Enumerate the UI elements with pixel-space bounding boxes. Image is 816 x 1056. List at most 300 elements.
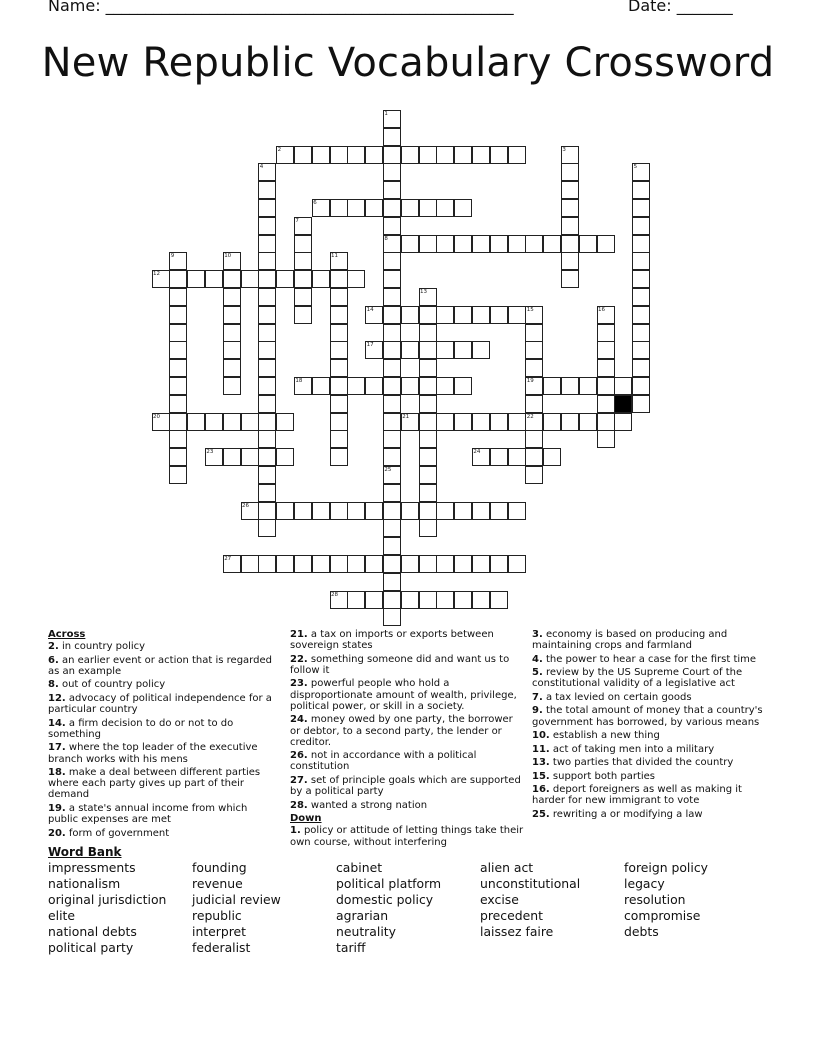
grid-cell[interactable] <box>436 377 454 395</box>
grid-cell[interactable] <box>525 395 543 413</box>
grid-cell[interactable] <box>597 377 615 395</box>
word-bank-word: precedent <box>480 908 543 924</box>
grid-cell[interactable] <box>383 502 401 520</box>
grid-cell[interactable] <box>632 235 650 253</box>
grid-cell[interactable] <box>525 324 543 342</box>
grid-cell[interactable] <box>419 502 437 520</box>
word-bank-word: impressments <box>48 860 136 875</box>
grid-cell[interactable] <box>436 306 454 324</box>
grid-cell[interactable] <box>472 341 490 359</box>
grid-cell[interactable] <box>525 341 543 359</box>
clue-text: support both parties <box>549 770 656 782</box>
grid-cell[interactable] <box>401 502 419 520</box>
grid-cell[interactable] <box>169 306 187 324</box>
grid-cell[interactable] <box>472 591 490 609</box>
grid-cell[interactable] <box>223 359 241 377</box>
grid-cell[interactable] <box>258 359 276 377</box>
grid-cell[interactable] <box>436 235 454 253</box>
grid-cell[interactable] <box>223 341 241 359</box>
grid-cell[interactable] <box>579 377 597 395</box>
grid-cell[interactable] <box>169 324 187 342</box>
grid-cell[interactable] <box>347 199 365 217</box>
grid-cell[interactable] <box>561 235 579 253</box>
grid-cell[interactable] <box>223 306 241 324</box>
grid-cell[interactable] <box>508 146 526 164</box>
grid-cell[interactable] <box>632 252 650 270</box>
grid-cell[interactable] <box>401 306 419 324</box>
grid-clue-number: 21 <box>402 413 410 420</box>
grid-cell[interactable] <box>383 199 401 217</box>
grid-cell[interactable] <box>419 306 437 324</box>
grid-cell[interactable] <box>258 181 276 199</box>
clue-number: 2. <box>48 641 59 653</box>
grid-cell[interactable] <box>330 448 348 466</box>
down-clue <box>532 730 768 741</box>
grid-clue-number: 3 <box>562 146 566 153</box>
grid-cell[interactable] <box>597 413 615 431</box>
grid-cell[interactable] <box>330 359 348 377</box>
grid-cell[interactable] <box>632 306 650 324</box>
grid-cell[interactable] <box>383 359 401 377</box>
grid-cell[interactable] <box>490 146 508 164</box>
grid-cell[interactable] <box>525 235 543 253</box>
grid-cell[interactable] <box>419 519 437 537</box>
grid-cell[interactable] <box>632 199 650 217</box>
grid-cell[interactable] <box>330 306 348 324</box>
grid-cell[interactable] <box>258 466 276 484</box>
grid-cell[interactable] <box>454 377 472 395</box>
grid-cell[interactable] <box>258 395 276 413</box>
grid-cell[interactable] <box>614 377 632 395</box>
grid-cell[interactable] <box>241 413 259 431</box>
grid-cell[interactable] <box>383 555 401 573</box>
across-clue <box>48 655 280 677</box>
grid-cell[interactable] <box>312 146 330 164</box>
grid-clue-number: 23 <box>206 449 214 456</box>
grid-cell[interactable] <box>419 413 437 431</box>
grid-cell[interactable] <box>169 413 187 431</box>
grid-cell[interactable] <box>419 591 437 609</box>
grid-cell[interactable] <box>419 146 437 164</box>
grid-cell[interactable] <box>312 502 330 520</box>
clue-text: wanted a strong nation <box>307 799 428 811</box>
grid-clue-number: 27 <box>224 556 232 562</box>
grid-cell[interactable] <box>241 555 259 573</box>
grid-cell[interactable] <box>561 270 579 288</box>
grid-cell[interactable] <box>561 217 579 235</box>
grid-cell[interactable] <box>347 377 365 395</box>
grid-cell[interactable] <box>330 395 348 413</box>
grid-cell[interactable] <box>454 341 472 359</box>
grid-cell[interactable] <box>294 235 312 253</box>
clue-text: where the top leader of the executive branch works with his mens <box>48 742 258 765</box>
grid-cell[interactable] <box>169 270 187 288</box>
grid-cell[interactable] <box>419 341 437 359</box>
word-bank-word: resolution <box>624 892 686 908</box>
grid-cell[interactable] <box>205 270 223 288</box>
grid-cell[interactable] <box>169 377 187 395</box>
grid-cell[interactable] <box>490 306 508 324</box>
date-field-label[interactable]: Date: _______ <box>628 0 733 15</box>
word-bank-word: interpret <box>192 924 247 940</box>
grid-cell[interactable] <box>561 377 579 395</box>
grid-cell[interactable] <box>169 466 187 484</box>
across-clue <box>48 641 280 652</box>
word-bank-title: Word Bank <box>48 845 122 859</box>
grid-cell[interactable] <box>383 430 401 448</box>
grid-cell[interactable] <box>258 519 276 537</box>
down-clue <box>532 654 768 665</box>
grid-cell[interactable] <box>419 395 437 413</box>
grid-cell[interactable] <box>258 430 276 448</box>
grid-cell[interactable] <box>383 306 401 324</box>
grid-cell[interactable] <box>258 502 276 520</box>
grid-cell[interactable] <box>454 591 472 609</box>
grid-cell[interactable] <box>330 341 348 359</box>
grid-cell[interactable] <box>632 288 650 306</box>
word-bank-word: political party <box>48 940 134 956</box>
grid-cell[interactable] <box>632 341 650 359</box>
grid-cell[interactable] <box>258 306 276 324</box>
grid-cell[interactable] <box>543 235 561 253</box>
grid-cell[interactable] <box>169 341 187 359</box>
grid-cell[interactable] <box>223 288 241 306</box>
grid-clue-number: 16 <box>598 306 605 313</box>
grid-cell[interactable] <box>347 555 365 573</box>
grid-cell[interactable] <box>419 555 437 573</box>
word-bank-word: domestic policy <box>336 892 434 908</box>
grid-cell[interactable] <box>258 341 276 359</box>
grid-cell[interactable] <box>383 413 401 431</box>
grid-cell[interactable] <box>383 591 401 609</box>
grid-cell[interactable] <box>383 395 401 413</box>
grid-cell[interactable] <box>258 555 276 573</box>
grid-cell[interactable] <box>258 413 276 431</box>
grid-cell[interactable] <box>508 235 526 253</box>
clue-number: 11. <box>532 743 550 755</box>
grid-cell[interactable] <box>383 341 401 359</box>
grid-cell[interactable] <box>383 519 401 537</box>
grid-clue-number: 19 <box>526 378 534 384</box>
grid-cell[interactable] <box>383 252 401 270</box>
grid-cell[interactable] <box>401 591 419 609</box>
grid-cell[interactable] <box>436 555 454 573</box>
grid-cell[interactable] <box>436 413 454 431</box>
clue-text: advocacy of political independence for a particular country <box>48 692 272 716</box>
grid-cell[interactable] <box>276 270 294 288</box>
grid-cell[interactable] <box>490 235 508 253</box>
grid-cell[interactable] <box>632 181 650 199</box>
clue-text: not in accordance with a political constitution <box>290 750 477 773</box>
grid-cell[interactable] <box>401 341 419 359</box>
grid-cell[interactable] <box>490 591 508 609</box>
grid-cell[interactable] <box>525 448 543 466</box>
grid-cell[interactable] <box>294 502 312 520</box>
grid-cell[interactable] <box>187 413 205 431</box>
grid-cell[interactable] <box>632 217 650 235</box>
grid-cell[interactable] <box>472 306 490 324</box>
grid-cell[interactable] <box>508 502 526 520</box>
grid-cell[interactable] <box>169 395 187 413</box>
word-bank-column <box>480 860 580 940</box>
grid-cell[interactable] <box>258 324 276 342</box>
grid-cell[interactable] <box>632 270 650 288</box>
grid-cell[interactable] <box>472 555 490 573</box>
grid-cell[interactable] <box>294 146 312 164</box>
down-clue <box>532 629 768 651</box>
word-bank-word: cabinet <box>336 860 383 875</box>
word-bank-column <box>336 860 441 957</box>
clues-column-3 <box>532 629 768 822</box>
grid-cell[interactable] <box>241 448 259 466</box>
grid-cell[interactable] <box>169 288 187 306</box>
grid-cell[interactable] <box>383 163 401 181</box>
grid-cell[interactable] <box>330 413 348 431</box>
grid-cell[interactable] <box>169 448 187 466</box>
clue-text: deport foreigners as well as making it harder for new immigrant to vote <box>532 784 742 807</box>
grid-cell[interactable] <box>347 146 365 164</box>
grid-cell[interactable] <box>383 377 401 395</box>
grid-cell[interactable] <box>365 146 383 164</box>
grid-cell[interactable] <box>258 377 276 395</box>
grid-cell[interactable] <box>419 430 437 448</box>
across-clue <box>290 654 524 676</box>
grid-cell[interactable] <box>561 199 579 217</box>
grid-cell[interactable] <box>294 252 312 270</box>
grid-cell[interactable] <box>436 341 454 359</box>
grid-cell[interactable] <box>330 555 348 573</box>
grid-cell[interactable] <box>490 502 508 520</box>
grid-cell[interactable] <box>258 235 276 253</box>
grid-cell[interactable] <box>294 270 312 288</box>
grid-cell[interactable] <box>365 555 383 573</box>
grid-cell[interactable] <box>258 270 276 288</box>
grid-cell[interactable] <box>365 502 383 520</box>
across-clue <box>48 742 280 764</box>
grid-cell[interactable] <box>597 324 615 342</box>
grid-cell[interactable] <box>490 555 508 573</box>
clue-number: 21. <box>290 629 308 640</box>
grid-cell[interactable] <box>383 146 401 164</box>
grid-cell[interactable] <box>223 324 241 342</box>
grid-clue-number: 15 <box>526 306 534 313</box>
grid-cell[interactable] <box>223 448 241 466</box>
grid-cell[interactable] <box>614 413 632 431</box>
grid-cell[interactable] <box>169 430 187 448</box>
grid-cell[interactable] <box>561 163 579 181</box>
grid-cell[interactable] <box>508 555 526 573</box>
grid-cell[interactable] <box>419 484 437 502</box>
word-bank-word: political platform <box>336 876 442 892</box>
grid-cell[interactable] <box>365 199 383 217</box>
down-clue <box>532 771 768 782</box>
grid-cell[interactable] <box>436 591 454 609</box>
grid-cell[interactable] <box>401 235 419 253</box>
grid-cell[interactable] <box>330 146 348 164</box>
grid-cell[interactable] <box>436 146 454 164</box>
grid-cell[interactable] <box>223 377 241 395</box>
grid-cell[interactable] <box>632 395 650 413</box>
grid-cell[interactable] <box>383 448 401 466</box>
grid-cell[interactable] <box>294 288 312 306</box>
grid-cell[interactable] <box>597 341 615 359</box>
grid-cell[interactable] <box>454 235 472 253</box>
grid-cell[interactable] <box>347 591 365 609</box>
grid-cell[interactable] <box>401 199 419 217</box>
grid-cell[interactable] <box>276 448 294 466</box>
grid-cell[interactable] <box>436 199 454 217</box>
word-bank-word: judicial review <box>192 892 281 908</box>
grid-clue-number: 26 <box>242 502 249 509</box>
grid-cell[interactable] <box>543 448 561 466</box>
grid-cell[interactable] <box>330 377 348 395</box>
grid-cell[interactable] <box>383 608 401 626</box>
grid-cell[interactable] <box>258 448 276 466</box>
grid-cell[interactable] <box>597 395 615 413</box>
grid-cell[interactable] <box>543 413 561 431</box>
grid-cell[interactable] <box>294 555 312 573</box>
grid-cell[interactable] <box>312 555 330 573</box>
grid-cell[interactable] <box>579 413 597 431</box>
grid-cell[interactable] <box>258 252 276 270</box>
grid-cell[interactable] <box>632 377 650 395</box>
grid-cell[interactable] <box>419 466 437 484</box>
across-clues-part-1 <box>48 641 280 839</box>
grid-cell[interactable] <box>472 413 490 431</box>
grid-cell[interactable] <box>419 199 437 217</box>
grid-cell[interactable] <box>383 270 401 288</box>
name-field-label[interactable]: Name: ___________________________________________________ <box>48 0 514 15</box>
grid-cell[interactable] <box>419 235 437 253</box>
grid-cell[interactable] <box>258 484 276 502</box>
grid-clue-number: 10 <box>224 253 232 260</box>
grid-cell[interactable] <box>312 377 330 395</box>
grid-cell[interactable] <box>383 181 401 199</box>
grid-cell[interactable] <box>383 484 401 502</box>
grid-cell[interactable] <box>454 146 472 164</box>
grid-cell[interactable] <box>383 537 401 555</box>
grid-cell[interactable] <box>454 306 472 324</box>
grid-cell[interactable] <box>436 502 454 520</box>
grid-cell[interactable] <box>454 555 472 573</box>
grid-cell[interactable] <box>223 270 241 288</box>
across-clue <box>290 800 524 811</box>
grid-cell[interactable] <box>525 466 543 484</box>
word-bank-word: legacy <box>624 876 665 892</box>
grid-cell[interactable] <box>597 235 615 253</box>
grid-cell[interactable] <box>525 359 543 377</box>
clue-number: 16. <box>532 784 550 796</box>
grid-cell[interactable] <box>401 146 419 164</box>
grid-cell[interactable] <box>561 252 579 270</box>
grid-cell[interactable] <box>472 235 490 253</box>
grid-cell[interactable] <box>490 448 508 466</box>
grid-cell[interactable] <box>597 430 615 448</box>
grid-clue-number: 25 <box>384 467 392 473</box>
grid-cell[interactable] <box>276 413 294 431</box>
grid-cell[interactable] <box>258 217 276 235</box>
grid-cell[interactable] <box>579 235 597 253</box>
grid-cell[interactable] <box>205 413 223 431</box>
grid-cell[interactable] <box>454 502 472 520</box>
grid-cell[interactable] <box>241 270 259 288</box>
grid-cell[interactable] <box>365 591 383 609</box>
grid-cell[interactable] <box>383 128 401 146</box>
grid-cell[interactable] <box>383 573 401 591</box>
grid-cell[interactable] <box>383 217 401 235</box>
grid-cell[interactable] <box>472 502 490 520</box>
grid-cell[interactable] <box>419 359 437 377</box>
grid-clue-number: 14 <box>366 306 374 313</box>
clue-text: policy or attitude of letting things take their own course, without interfering <box>290 825 524 848</box>
grid-cell[interactable] <box>187 270 205 288</box>
grid-cell[interactable] <box>508 413 526 431</box>
grid-cell[interactable] <box>169 359 187 377</box>
grid-clue-number: 24 <box>473 449 481 456</box>
grid-cell[interactable] <box>383 324 401 342</box>
grid-cell[interactable] <box>632 359 650 377</box>
grid-cell[interactable] <box>330 502 348 520</box>
grid-cell[interactable] <box>330 199 348 217</box>
grid-cell[interactable] <box>312 270 330 288</box>
grid-cell[interactable] <box>419 324 437 342</box>
grid-cell[interactable] <box>258 288 276 306</box>
grid-cell[interactable] <box>561 413 579 431</box>
grid-cell[interactable] <box>330 430 348 448</box>
clue-text: powerful people who hold a disproportionate amount of wealth, privilege, political power, or skill in a society. <box>290 678 517 712</box>
clue-text: something someone did and want us to follow it <box>290 653 510 676</box>
grid-cell[interactable] <box>525 430 543 448</box>
grid-cell[interactable] <box>383 288 401 306</box>
grid-cell[interactable] <box>330 270 348 288</box>
grid-cell[interactable] <box>490 413 508 431</box>
clue-number: 14. <box>48 717 66 729</box>
grid-cell[interactable] <box>330 288 348 306</box>
grid-cell[interactable] <box>365 377 383 395</box>
grid-cell[interactable] <box>543 377 561 395</box>
clue-text: a firm decision to do or not to do something <box>48 717 234 740</box>
grid-cell[interactable] <box>561 181 579 199</box>
grid-cell[interactable] <box>294 306 312 324</box>
grid-cell[interactable] <box>223 413 241 431</box>
grid-cell[interactable] <box>454 199 472 217</box>
across-clue <box>48 803 280 825</box>
across-clue <box>290 629 524 651</box>
grid-cell[interactable] <box>276 502 294 520</box>
grid-cell[interactable] <box>330 324 348 342</box>
grid-cell[interactable] <box>472 146 490 164</box>
grid-cell[interactable] <box>347 502 365 520</box>
grid-cell[interactable] <box>347 270 365 288</box>
clue-text: out of country policy <box>58 679 166 691</box>
grid-cell[interactable] <box>454 413 472 431</box>
grid-cell[interactable] <box>597 359 615 377</box>
across-clue <box>48 679 280 690</box>
word-bank-word: unconstitutional <box>480 876 581 892</box>
clue-number: 10. <box>532 730 550 742</box>
grid-cell[interactable] <box>401 555 419 573</box>
grid-cell[interactable] <box>419 448 437 466</box>
grid-cell[interactable] <box>419 377 437 395</box>
grid-clue-number: 4 <box>259 164 264 171</box>
grid-cell[interactable] <box>508 448 526 466</box>
grid-cell[interactable] <box>508 306 526 324</box>
grid-cell[interactable] <box>258 199 276 217</box>
grid-cell[interactable] <box>632 324 650 342</box>
grid-cell[interactable] <box>401 377 419 395</box>
grid-cell[interactable] <box>276 555 294 573</box>
grid-clue-number: 22 <box>526 413 534 420</box>
